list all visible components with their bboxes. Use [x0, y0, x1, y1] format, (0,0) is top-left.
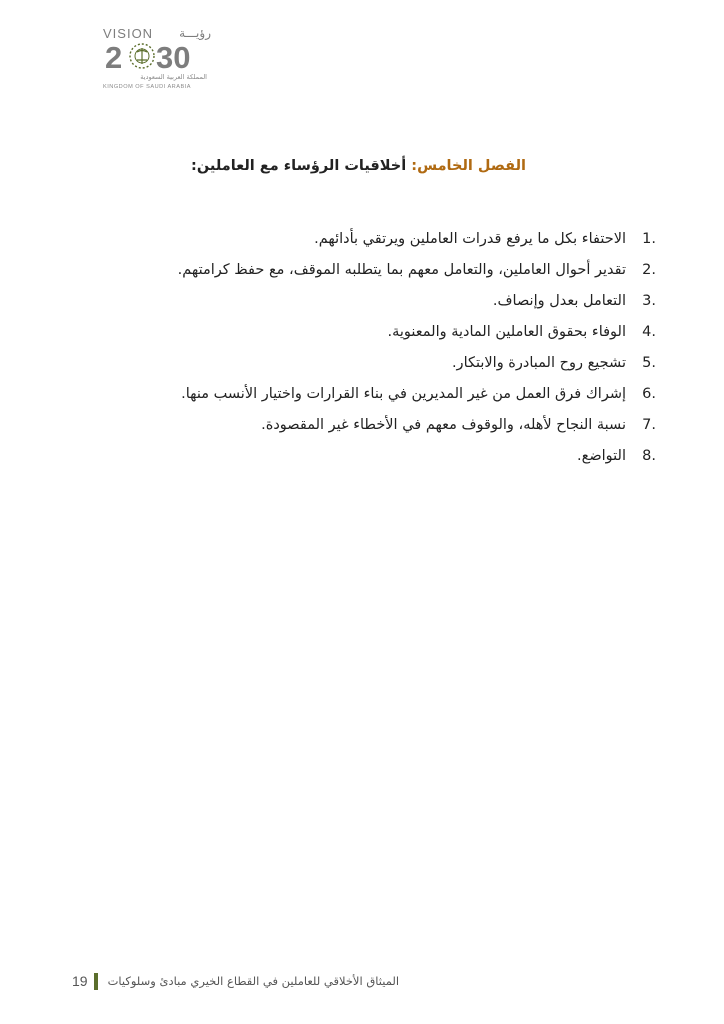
item-text: التواضع.: [577, 448, 626, 464]
list-item: [98, 410, 656, 441]
chapter-label: الفصل الخامس:: [411, 158, 526, 174]
logo-arabic-title: رؤيـــة: [179, 26, 211, 40]
list-item: [98, 255, 656, 286]
footer-document-title: الميثاق الأخلاقي للعاملين في القطاع الخيري مبادئ وسلوكيات: [107, 974, 400, 988]
list-item: [98, 317, 656, 348]
palm-emblem-icon: [130, 44, 154, 68]
list-item: [98, 379, 656, 410]
item-text: التعامل بعدل وإنصاف.: [492, 293, 626, 309]
logo-subtitle-arabic: المملكة العربية السعودية: [140, 73, 207, 81]
item-text: تشجيع روح المبادرة والابتكار.: [451, 355, 626, 371]
item-number: 4.: [642, 324, 656, 340]
item-number: 7.: [642, 417, 656, 433]
logo-2030-emblem: [103, 40, 211, 72]
chapter-heading: [191, 158, 526, 174]
item-number: 2.: [642, 262, 656, 278]
item-text: تقدير أحوال العاملين، والتعامل معهم بما يتطلبه الموقف، مع حفظ كرامتهم.: [177, 262, 626, 278]
vision-2030-logo: [103, 24, 213, 96]
page-footer: [72, 970, 399, 992]
item-number: 6.: [642, 386, 656, 402]
chapter-title: أخلاقيات الرؤساء مع العاملين:: [191, 158, 407, 174]
item-number: 5.: [642, 355, 656, 371]
list-item: [98, 348, 656, 379]
logo-year-digit: 2: [105, 40, 123, 72]
footer-divider-bar: [94, 973, 98, 990]
list-item: [98, 224, 656, 255]
item-number: 1.: [642, 231, 656, 247]
item-number: 8.: [642, 448, 656, 464]
page-number: 19: [72, 973, 88, 989]
logo-year-digits: 30: [156, 40, 191, 72]
item-number: 3.: [642, 293, 656, 309]
ethics-list: [98, 224, 656, 472]
logo-vision-text: VISION: [103, 25, 154, 41]
list-item: [98, 441, 656, 472]
item-text: الوفاء بحقوق العاملين المادية والمعنوية.: [387, 324, 626, 340]
item-text: إشراك فرق العمل من غير المديرين في بناء القرارات واختيار الأنسب منها.: [181, 386, 626, 402]
list-item: [98, 286, 656, 317]
logo-subtitle-english: KINGDOM OF SAUDI ARABIA: [103, 84, 191, 90]
item-text: نسبة النجاح لأهله، والوقوف معهم في الأخطاء غير المقصودة.: [261, 417, 626, 433]
item-text: الاحتفاء بكل ما يرفع قدرات العاملين ويرتقي بأدائهم.: [314, 231, 626, 247]
